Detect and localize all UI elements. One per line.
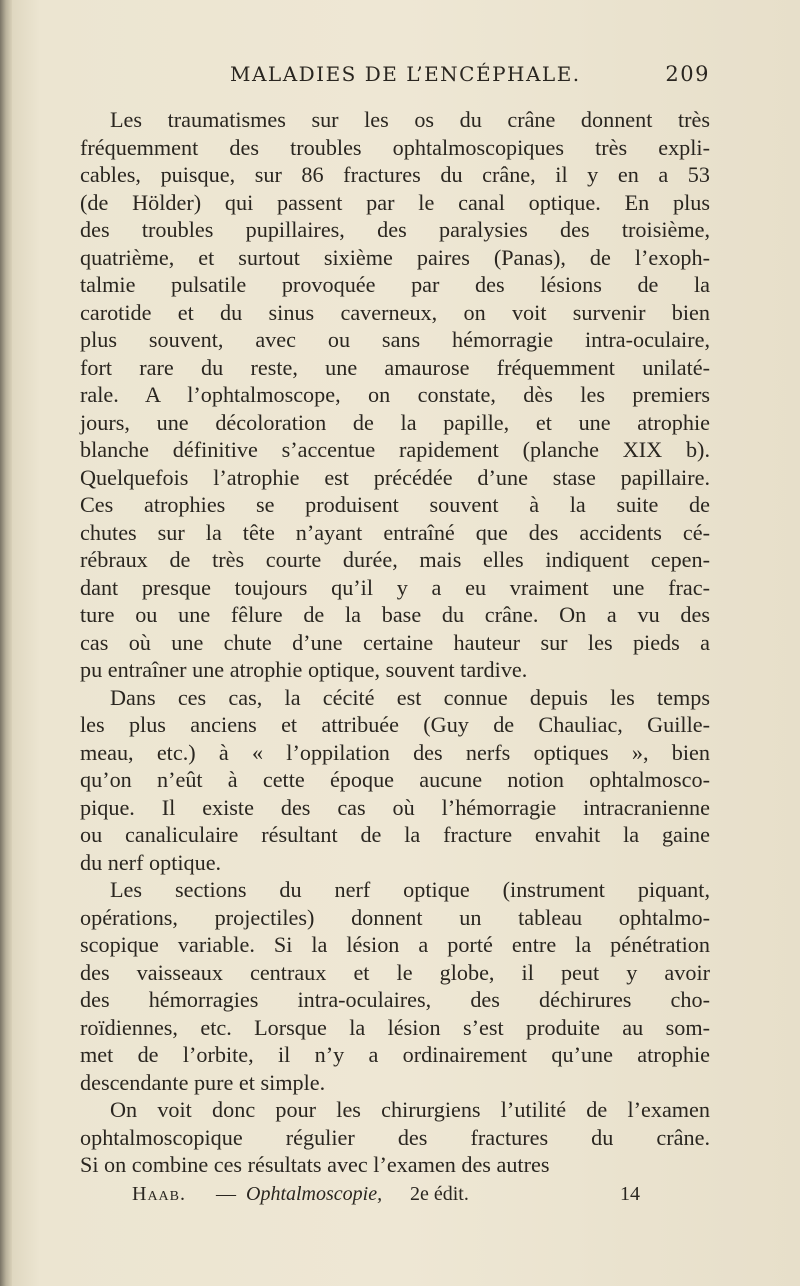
footer-book-title: Ophtalmoscopie,: [246, 1183, 383, 1205]
text-line: opérations, projectiles) donnent un tableau ophtalmo-: [80, 904, 710, 930]
running-title: MALADIES DE L’ENCÉPHALE.: [230, 62, 581, 86]
text-line: met de l’orbite, il n’y a ordinairement qu’une atrophie: [80, 1042, 710, 1067]
text-line: meau, etc.) à « l’oppilation des nerfs optiques », bien: [80, 739, 710, 765]
text-line: roïdiennes, etc. Lorsque la lésion s’est produite au som-: [80, 1014, 710, 1040]
text-line: chutes sur la tête n’ayant entraîné que des accidents cé-: [80, 519, 710, 545]
paragraph-sections: [80, 876, 710, 1096]
footer-author: Haab.: [132, 1183, 187, 1205]
paragraph-cecite: [80, 684, 710, 877]
text-line: des troubles pupillaires, des paralysies des troisième,: [80, 217, 710, 242]
text-line: Les sections du nerf optique (instrument piquant,: [110, 877, 710, 902]
text-line: ophtalmoscopique régulier des fractures du crâne.: [80, 1124, 710, 1150]
text-line: cas où une chute d’une certaine hauteur sur les pieds a: [80, 629, 710, 655]
text-line: Ces atrophies se produisent souvent à la suite de: [80, 492, 710, 517]
footer-signature-mark: 14: [620, 1183, 640, 1205]
text-line: descendante pure et simple.: [80, 1069, 326, 1095]
text-line: les plus anciens et attribuée (Guy de Chauliac, Guille-: [80, 712, 710, 737]
text-line: pu entraîner une atrophie optique, souvent tardive.: [80, 657, 528, 682]
text-line: qu’on n’eût à cette époque aucune notion ophtalmosco-: [80, 767, 710, 792]
text-line: dant presque toujours qu’il y a eu vraiment une frac-: [80, 574, 710, 600]
text-line: Les traumatismes sur les os du crâne donnent très: [110, 107, 710, 132]
page-number: 209: [665, 62, 710, 86]
text-line: carotide et du sinus caverneux, on voit survenir bien: [80, 299, 710, 325]
text-line: talmie pulsatile provoquée par des lésions de la: [80, 272, 710, 297]
running-header: [80, 60, 710, 90]
text-line: pique. Il existe des cas où l’hémorragie intracranienne: [80, 794, 710, 820]
text-line: scopique variable. Si la lésion a porté entre la pénétration: [80, 932, 710, 957]
text-line: des hémorragies intra-oculaires, des déchirures cho-: [80, 987, 710, 1012]
text-line: cables, puisque, sur 86 fractures du crâne, il y en a 53: [80, 162, 710, 187]
page-gutter-shadow: [0, 0, 12, 1286]
text-line: jours, une décoloration de la papille, et une atrophie: [80, 409, 710, 435]
page-footer: [80, 1183, 710, 1213]
text-line: quatrième, et surtout sixième paires (Panas), de l’exoph-: [80, 244, 710, 270]
text-line: plus souvent, avec ou sans hémorragie intra-oculaire,: [80, 327, 710, 352]
paragraph-conclusion: [80, 1096, 710, 1179]
body-text: [80, 106, 710, 1179]
text-line: blanche définitive s’accentue rapidement (planche XIX b).: [80, 437, 710, 462]
text-line: Dans ces cas, la cécité est connue depuis les temps: [110, 684, 710, 710]
text-line: Si on combine ces résultats avec l’examen des autres: [80, 1152, 550, 1177]
paragraph-traumatismes: [80, 106, 710, 684]
text-line: fréquemment des troubles ophtalmoscopiques très expli-: [80, 134, 710, 160]
text-line: ture ou une fêlure de la base du crâne. On a vu des: [80, 602, 710, 627]
text-line: rébraux de très courte durée, mais elles indiquent cepen-: [80, 547, 710, 572]
text-line: du nerf optique.: [80, 849, 222, 875]
text-line: Quelquefois l’atrophie est précédée d’une stase papillaire.: [80, 464, 710, 490]
text-line: rale. A l’ophtalmoscope, on constate, dès les premiers: [80, 382, 710, 407]
text-line: ou canaliculaire résultant de la fracture envahit la gaine: [80, 822, 710, 847]
footer-dash: —: [216, 1183, 236, 1205]
text-line: (de Hölder) qui passent par le canal optique. En plus: [80, 189, 710, 215]
text-line: des vaisseaux centraux et le globe, il peut y avoir: [80, 959, 710, 985]
text-line: On voit donc pour les chirurgiens l’utilité de l’examen: [110, 1097, 710, 1122]
footer-edition: 2e édit.: [410, 1183, 469, 1205]
text-line: fort rare du reste, une amaurose fréquemment unilaté-: [80, 354, 710, 380]
